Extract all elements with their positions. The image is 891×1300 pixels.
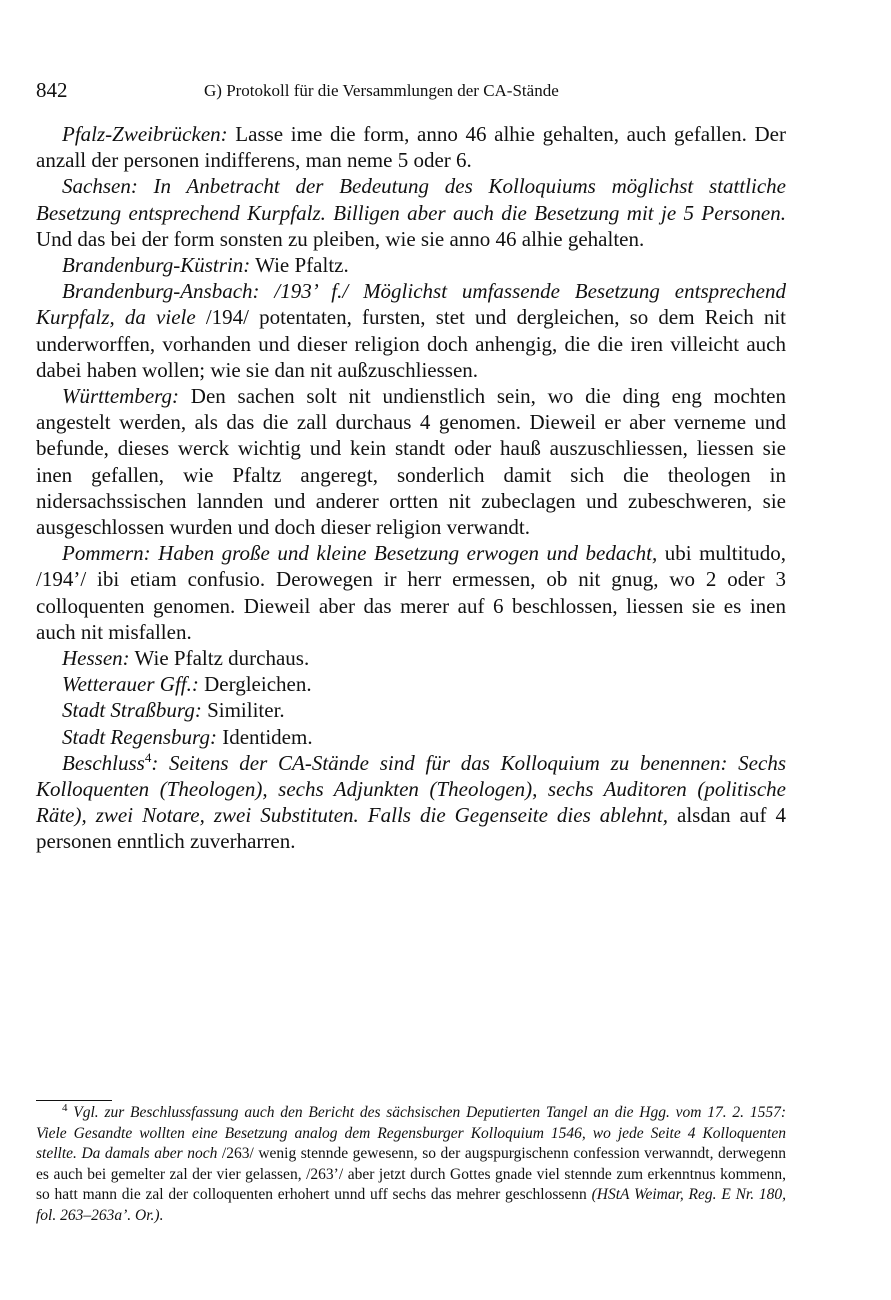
page-number: 842 (36, 78, 68, 102)
speaker: Hessen: (62, 646, 130, 671)
speaker: Pfalz-Zweibrücken: (62, 122, 228, 146)
entry-beschluss (36, 750, 786, 855)
page-header (36, 78, 786, 108)
entry-text: Und das bei der form sonsten zu pleiben, wie sie anno 46 alhie gehalten. (36, 226, 645, 251)
speaker: Stadt Regensburg: (62, 724, 217, 749)
entry-text: Den sachen solt nit undienstlich sein, wo die ding eng mochten angestelt werden, als das die zall durchaus 4 genomen. Dieweil er aber verneme und befunde, dieses werck wichtig und kein standt oder hauß auszuschliessen, liessen sie inen gefallen, wie Pfaltz angeregt, sonderlich damit sich die theologen in nidersachssischen lannden und anderer ortten nit zubeclagen und zubeschweren, sie ausgeschlossen wurden und doch dieser religion verwandt. (36, 384, 786, 540)
summary-text: : Seitens der CA-Stände sind für das Kolloquium zu benennen: Sechs Kolloquenten (Theologen), sechs Adjunkten (Theologen), sechs Auditoren (politische Räte), zwei Notare, zwei Substituten. Falls die Gegenseite dies ablehnt, (36, 750, 786, 828)
entry-text: /194/ potentaten, fursten, stet und dergleichen, so dem Reich nit underworffen, vorhanden und dieser religion doch anhengig, die die iren villeicht auch dabei haben wollen; wie sie dan nit außzuschliessen. (36, 305, 786, 382)
footnote (36, 1103, 786, 1227)
footnote-number: 4 (62, 1101, 68, 1114)
entry-brandenburg-ansbach (36, 278, 786, 383)
entry-text: ubi multitudo, /194’/ ibi etiam confusio. Derowegen ir herr ermessen, ob nit gnug, wo 2 oder 3 colloquenten genomen. Dieweil aber das merer auf 6 beschlossen, liessen sie es inen auch nit misfallen. (36, 541, 787, 644)
speaker: Pommern: (62, 541, 151, 566)
entry-stadt-regensburg (36, 724, 786, 750)
summary-text: In Anbetracht der Bedeutung des Kolloquiums möglichst stattliche Besetzung entsprechend Kurpfalz. Billigen aber auch die Besetzung mit je 5 Personen. (36, 174, 786, 225)
entry-stadt-strassburg (36, 697, 786, 723)
speaker: Württemberg: (62, 384, 180, 409)
decision-label: Beschluss (62, 750, 145, 775)
footnote-reference[interactable]: 4 (144, 749, 152, 765)
running-head: G) Protokoll für die Versammlungen der CA-Stände (204, 81, 559, 100)
entry-text: Similiter. (201, 698, 285, 723)
footnote-summary: Vgl. zur Beschlussfassung auch den Bericht des sächsischen Deputierten Tangel an die Hgg. vom 17. 2. 1557: Viele Gesandte wollten eine Besetzung analog dem Regensburger Kolloquium 1546, wo jede Seite 4 Kolloquenten stellte. Da damals aber noch (36, 1104, 786, 1163)
footnote-quote: /263/ wenig stennde gewesenn, so der augspurgischenn confession verwanndt, derwegenn es auch bei gemelter zal der vier gelassen, /263’/ aber jetzt durch Gottes gnade viel stennde zum erkenntnus kommenn, so hatt mann die zal der colloquenten erhohert unnd uff sechs das mehrer geschlossenn (36, 1145, 787, 1204)
footnote-divider (36, 1100, 112, 1101)
entry-text: Lasse ime die form, anno 46 alhie gehalten, auch gefallen. Der anzall der personen indifferens, man neme 5 oder 6. (36, 122, 786, 173)
entry-sachsen (36, 173, 786, 252)
entry-brandenburg-kuestrin (36, 252, 786, 278)
entry-text: Wie Pfaltz durchaus. (129, 646, 310, 671)
entry-wetterauer-grafen (36, 671, 786, 697)
speaker: Wetterauer Gff.: (62, 672, 199, 697)
entry-text: Wie Pfaltz. (250, 253, 349, 278)
entry-hessen (36, 645, 786, 671)
protocol-body (36, 121, 786, 855)
entry-text: Identidem. (216, 724, 313, 749)
speaker: Brandenburg-Küstrin: (62, 253, 251, 278)
speaker: Stadt Straßburg: (62, 698, 202, 723)
speaker: Sachsen: (62, 174, 138, 199)
entry-pommern (36, 540, 786, 645)
footnote-source: (HStA Weimar, Reg. E Nr. 180, fol. 263–263a’. Or.). (36, 1186, 786, 1224)
summary-text: Haben große und kleine Besetzung erwogen und bedacht, (150, 541, 658, 566)
entry-text: alsdan auf 4 personen enntlich zuverharren. (36, 803, 786, 854)
summary-text: /193’ f./ Möglichst umfassende Besetzung entsprechend Kurpfalz, da viele (36, 279, 786, 330)
entry-pfalz-zweibruecken (36, 121, 786, 173)
speaker: Brandenburg-Ansbach: (62, 279, 260, 304)
entry-wuerttemberg (36, 383, 786, 540)
entry-text: Dergleichen. (198, 672, 312, 697)
